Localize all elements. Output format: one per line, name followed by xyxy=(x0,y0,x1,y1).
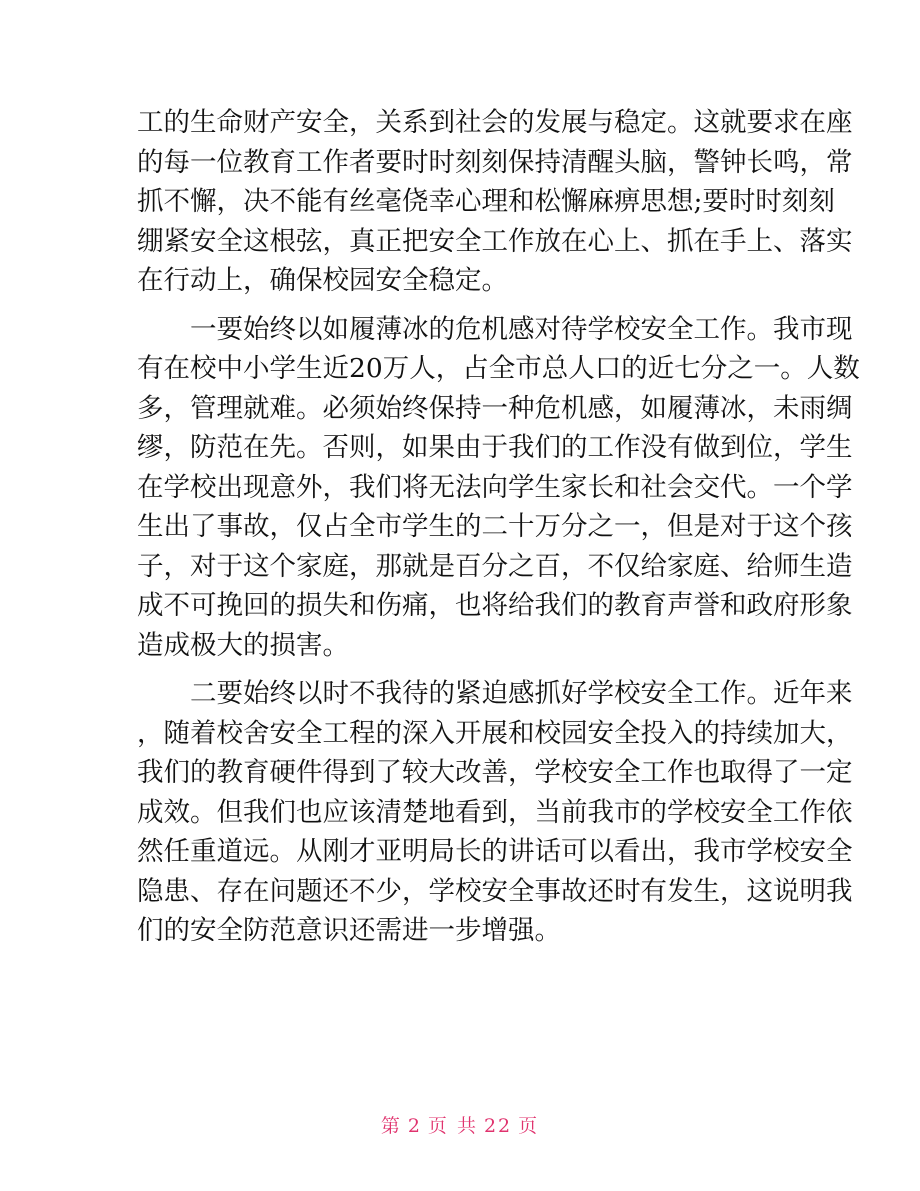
text-line: 多，管理就难。必须始终保持一种危机感，如履薄冰，未雨绸 xyxy=(137,392,853,424)
footer-suffix: 页 xyxy=(518,1115,540,1137)
paragraph-1 xyxy=(137,103,853,301)
paragraph-spacer xyxy=(137,301,787,310)
text-line: 抓不懈，决不能有丝毫侥幸心理和松懈麻痹思想;要时时刻刻 xyxy=(137,186,835,217)
text-line: 子，对于这个家庭，那就是百分之百，不仅给家庭、给师生造 xyxy=(137,550,853,582)
text-line: 绷紧安全这根弦，真正把安全工作放在心上、抓在手上、落实 xyxy=(137,225,853,257)
text-line: 造成极大的损害。 xyxy=(137,629,349,661)
text-line: 的每一位教育工作者要时时刻刻保持清醒头脑，警钟长鸣，常 xyxy=(137,146,853,178)
paragraph-spacer xyxy=(137,665,787,674)
text-line: 缪，防范在先。否则，如果由于我们的工作没有做到位，学生 xyxy=(137,432,853,463)
text-line: 然任重道远。从刚才亚明局长的讲话可以看出，我市学校安全 xyxy=(137,836,853,867)
text-line: 成效。但我们也应该清楚地看到，当前我市的学校安全工作依 xyxy=(137,796,853,828)
text-line: 在学校出现意外，我们将无法向学生家长和社会交代。一个学 xyxy=(137,471,853,503)
footer-page-number: 2 xyxy=(407,1115,422,1137)
text-line: 们的安全防范意识还需进一步增强。 xyxy=(137,915,561,946)
text-line: 二要始终以时不我待的紧迫感抓好学校安全工作。近年来 xyxy=(190,678,853,709)
paragraph-3 xyxy=(137,674,853,951)
paragraph-2 xyxy=(137,310,860,666)
footer-prefix: 第 xyxy=(380,1115,402,1137)
text-line: 生出了事故，仅占全市学生的二十万分之一，但是对于这个孩 xyxy=(137,511,853,542)
text-line: ，随着校舍安全工程的深入开展和校园安全投入的持续加大， xyxy=(137,717,853,749)
text-line: 隐患、存在问题还不少，学校安全事故还时有发生，这说明我 xyxy=(137,875,853,907)
footer-mid: 页 共 xyxy=(427,1115,478,1137)
footer-total-pages: 22 xyxy=(483,1115,513,1137)
text-line: 一要始终以如履薄冰的危机感对待学校安全工作。我市现 xyxy=(190,313,853,345)
text-line: 有在校中小学生近20万人，占全市总人口的近七分之一。人数 xyxy=(137,353,860,384)
text-line: 成不可挽回的损失和伤痛，也将给我们的教育声誉和政府形象 xyxy=(137,590,853,621)
text-line: 工的生命财产安全，关系到社会的发展与稳定。这就要求在座 xyxy=(137,107,853,138)
text-line: 我们的教育硬件得到了较大改善，学校安全工作也取得了一定 xyxy=(137,757,853,788)
document-body xyxy=(137,103,860,951)
page-footer xyxy=(0,1111,920,1138)
text-line: 在行动上，确保校园安全稳定。 xyxy=(137,265,508,296)
